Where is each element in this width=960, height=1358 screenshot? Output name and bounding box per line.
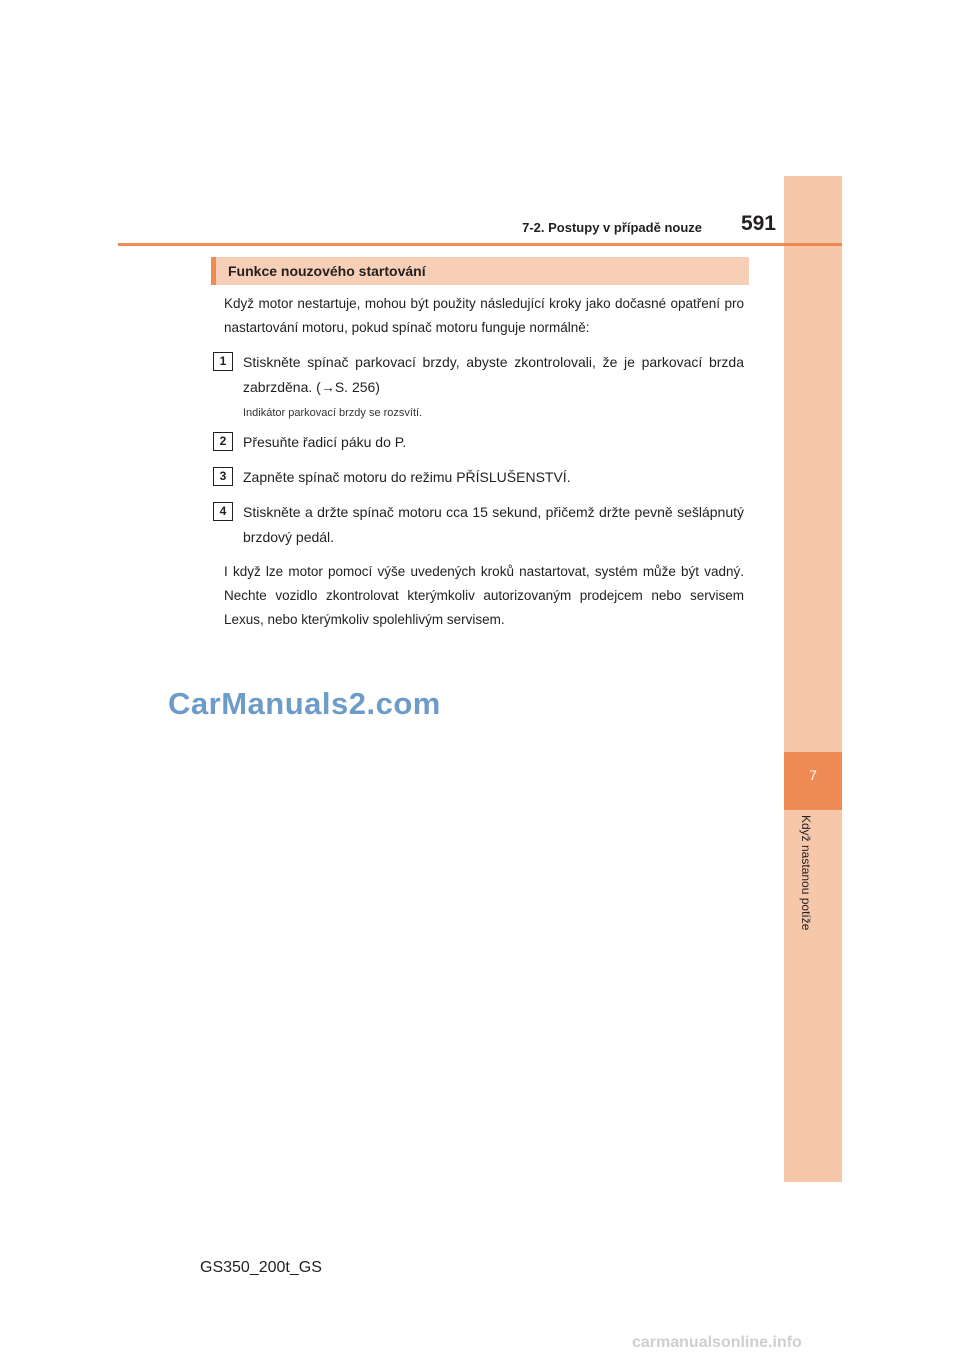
step-number-badge: 2 bbox=[213, 432, 233, 451]
step-text: Přesuňte řadicí páku do P. bbox=[243, 434, 407, 450]
section-title-bar bbox=[211, 257, 749, 285]
step-text: Stiskněte a držte spínač motoru cca 15 sekund, přičemž držte pevně sešlápnutý brzdový pedál. bbox=[243, 504, 744, 545]
chapter-title: Když nastanou potíže bbox=[799, 815, 813, 931]
footer-watermark[interactable]: carmanualsonline.info bbox=[632, 1334, 802, 1351]
step-text: Zapněte spínač motoru do režimu PŘÍSLUŠENSTVÍ. bbox=[243, 469, 571, 485]
chapter-side-tab bbox=[784, 176, 842, 1182]
step-3 bbox=[219, 465, 744, 490]
intro-paragraph: Když motor nestartuje, mohou být použity následující kroky jako dočasné opatření pro nastartování motoru, pokud spínač motoru funguje normálně: bbox=[224, 296, 744, 335]
outro-paragraph: I když lze motor pomocí výše uvedených kroků nastartovat, systém může být vadný. Nechte vozidlo zkontrolovat kterýmkoliv autorizovaným prodejcem nebo servisem Lexus, nebo kterýmkoliv spolehlivým servisem. bbox=[224, 564, 744, 627]
step-number-badge: 1 bbox=[213, 352, 233, 371]
section-title: Funkce nouzového startování bbox=[228, 263, 426, 279]
step-note: Indikátor parkovací brzdy se rozsvítí. bbox=[243, 407, 423, 419]
watermark-logo[interactable]: CarManuals2.com bbox=[168, 686, 441, 721]
header-section-title: 7-2. Postupy v případě nouze bbox=[522, 220, 702, 235]
model-code: GS350_200t_GS bbox=[200, 1259, 322, 1276]
step-4 bbox=[219, 500, 744, 550]
page-number: 591 bbox=[740, 212, 776, 235]
step-text: Stiskněte spínač parkovací brzdy, abyste zkontrolovali, že je parkovací brzda zabrzděna. (→S. 256) bbox=[243, 354, 744, 395]
step-number-badge: 4 bbox=[213, 502, 233, 521]
chapter-number: 7 bbox=[809, 767, 817, 783]
step-1 bbox=[219, 350, 744, 400]
step-2 bbox=[219, 430, 744, 455]
step-number-badge: 3 bbox=[213, 467, 233, 486]
content-body bbox=[219, 292, 744, 632]
header-rule bbox=[118, 243, 842, 246]
